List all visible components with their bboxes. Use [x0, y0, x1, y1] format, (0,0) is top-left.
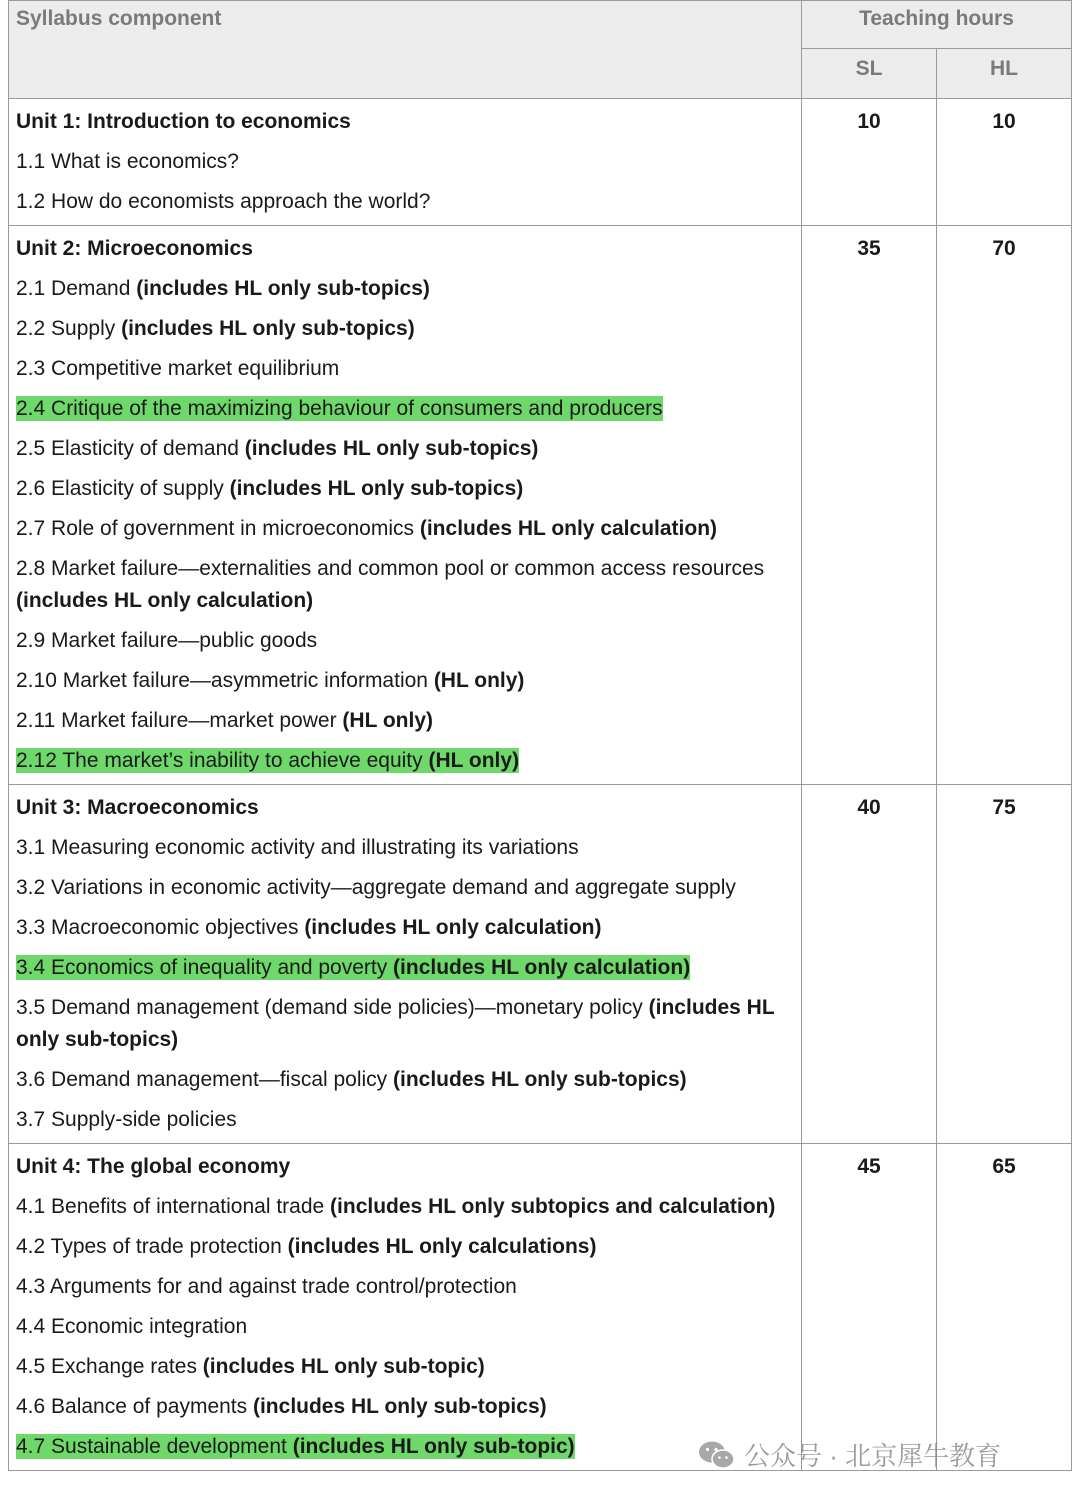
- topic-text: [16, 629, 317, 652]
- topic-text: [16, 996, 774, 1051]
- unit-sl-hours: 10: [802, 99, 937, 226]
- topic-text: [16, 1315, 247, 1338]
- topic-text: [16, 1235, 596, 1258]
- topic-hl-note: (includes HL only calculations): [287, 1235, 597, 1258]
- topic-label: 4.3 Arguments for and against trade control/protection: [16, 1275, 517, 1298]
- topic-label: 4.7 Sustainable development: [16, 1435, 293, 1458]
- topic-item: [16, 313, 795, 345]
- topic-item: [16, 1311, 795, 1343]
- topic-label: 2.8 Market failure—externalities and common pool or common access resources: [16, 557, 765, 580]
- topic-label: 2.2 Supply: [16, 317, 122, 340]
- topic-label: 2.12 The market’s inability to achieve equity: [16, 749, 429, 772]
- topic-label: 3.4 Economics of inequality and poverty: [16, 956, 394, 979]
- unit-sl-hours: 35: [802, 226, 937, 785]
- topic-text: [16, 190, 430, 213]
- topic-label: 4.1 Benefits of international trade: [16, 1195, 331, 1218]
- topic-text: [16, 1395, 547, 1418]
- topic-label: 4.4 Economic integration: [16, 1315, 248, 1338]
- topic-label: 2.7 Role of government in microeconomics: [16, 517, 420, 540]
- highlighted-topic: [16, 748, 519, 773]
- watermark: [698, 1436, 1001, 1473]
- topic-text: [16, 916, 601, 939]
- topic-item: [16, 146, 795, 178]
- topic-item: [16, 393, 795, 425]
- topic-text: [16, 317, 415, 340]
- topic-text: [16, 1355, 485, 1378]
- topic-label: 2.1 Demand: [16, 277, 137, 300]
- unit-sl-hours: 40: [802, 785, 937, 1144]
- topic-label: 2.3 Competitive market equilibrium: [16, 357, 340, 380]
- unit-title: Unit 1: Introduction to economics: [16, 110, 351, 133]
- topic-label: 1.2 How do economists approach the world?: [16, 190, 431, 213]
- topic-item: [16, 433, 795, 465]
- topic-text: [16, 1108, 237, 1131]
- syllabus-table: [8, 0, 1072, 1471]
- unit-row: [9, 99, 1072, 226]
- topic-item: [16, 992, 795, 1056]
- topic-item: [16, 1431, 795, 1463]
- topic-label: 2.5 Elasticity of demand: [16, 437, 245, 460]
- topic-label: 1.1 What is economics?: [16, 150, 239, 173]
- syllabus-component-header: Syllabus component: [9, 1, 802, 99]
- topic-label: 2.10 Market failure—asymmetric information: [16, 669, 434, 692]
- topic-label: 3.7 Supply-side policies: [16, 1108, 237, 1131]
- highlighted-topic: [16, 396, 663, 421]
- topic-hl-note: (HL only): [428, 749, 520, 772]
- unit-row: [9, 226, 1072, 785]
- topic-label: 4.6 Balance of payments: [16, 1395, 253, 1418]
- highlighted-topic: [16, 1434, 575, 1459]
- topic-hl-note: (includes HL only sub-topics): [136, 277, 430, 300]
- topic-hl-note: (includes HL only subtopics and calculation): [330, 1195, 776, 1218]
- sl-header: SL: [802, 49, 937, 99]
- topic-label: 3.3 Macroeconomic objectives: [16, 916, 305, 939]
- topic-item: [16, 473, 795, 505]
- unit-row: [9, 785, 1072, 1144]
- topic-item: [16, 513, 795, 545]
- topic-item: [16, 1231, 795, 1263]
- topic-label: 2.4 Critique of the maximizing behaviour of consumers and producers: [16, 397, 663, 420]
- topic-item: [16, 1104, 795, 1136]
- topic-hl-note: (includes HL only sub-topics): [121, 317, 415, 340]
- topic-item: [16, 1191, 795, 1223]
- unit-hl-hours: 65: [937, 1144, 1072, 1471]
- topic-item: [16, 1064, 795, 1096]
- topic-item: [16, 705, 795, 737]
- topic-hl-note: (includes HL only sub-topic): [292, 1435, 575, 1458]
- topic-item: [16, 1351, 795, 1383]
- watermark-text: 公众号 · 北京犀牛教育: [744, 1441, 1002, 1471]
- topic-item: [16, 273, 795, 305]
- topic-label: 4.5 Exchange rates: [16, 1355, 203, 1378]
- wechat-icon: [698, 1440, 736, 1470]
- topic-item: [16, 353, 795, 385]
- topic-label: 2.9 Market failure—public goods: [16, 629, 318, 652]
- unit-title: Unit 2: Microeconomics: [16, 237, 253, 260]
- topic-hl-note: (includes HL only sub-topics): [252, 1395, 547, 1418]
- topic-hl-note: (includes HL only sub-topics): [244, 437, 539, 460]
- topic-hl-note: (includes HL only sub-topics): [16, 996, 775, 1051]
- topic-text: [16, 517, 717, 540]
- unit-hl-hours: 10: [937, 99, 1072, 226]
- topic-text: [16, 1068, 687, 1091]
- topic-label: 3.2 Variations in economic activity—aggregate demand and aggregate supply: [16, 876, 736, 899]
- topic-hl-note: (includes HL only calculation): [419, 517, 718, 540]
- unit-component-cell: [9, 226, 802, 785]
- topic-item: [16, 745, 795, 777]
- topic-text: [16, 150, 239, 173]
- teaching-hours-header: Teaching hours: [802, 1, 1072, 49]
- topic-text: [16, 437, 538, 460]
- topic-text: [16, 277, 430, 300]
- topic-item: [16, 952, 795, 984]
- topic-text: [16, 357, 339, 380]
- topic-hl-note: (includes HL only sub-topics): [229, 477, 524, 500]
- hl-header: HL: [937, 49, 1072, 99]
- topic-text: [16, 876, 736, 899]
- topic-text: [16, 477, 523, 500]
- units-body: [9, 99, 1072, 1471]
- unit-title: Unit 4: The global economy: [16, 1155, 291, 1178]
- topic-item: [16, 1271, 795, 1303]
- topic-item: [16, 912, 795, 944]
- topic-hl-note: (HL only): [342, 709, 434, 732]
- topic-item: [16, 625, 795, 657]
- topic-text: [16, 557, 764, 612]
- topic-hl-note: (includes HL only calculation): [16, 589, 314, 612]
- topic-label: 2.11 Market failure—market power: [16, 709, 343, 732]
- topic-text: [16, 669, 524, 692]
- topic-item: [16, 186, 795, 218]
- topic-label: 3.5 Demand management (demand side policies)—monetary policy: [16, 996, 649, 1019]
- topic-text: [16, 709, 433, 732]
- unit-component-cell: [9, 1144, 802, 1471]
- topic-text: [16, 1195, 775, 1218]
- topic-item: [16, 665, 795, 697]
- topic-label: 3.1 Measuring economic activity and illustrating its variations: [16, 836, 579, 859]
- unit-component-cell: [9, 785, 802, 1144]
- topic-hl-note: (includes HL only calculation): [393, 956, 691, 979]
- unit-component-cell: [9, 99, 802, 226]
- topic-hl-note: (includes HL only sub-topic): [202, 1355, 485, 1378]
- topic-item: [16, 872, 795, 904]
- topic-hl-note: (includes HL only sub-topics): [393, 1068, 687, 1091]
- unit-title: Unit 3: Macroeconomics: [16, 796, 259, 819]
- topic-label: 2.6 Elasticity of supply: [16, 477, 230, 500]
- topic-text: [16, 1275, 517, 1298]
- unit-hl-hours: 70: [937, 226, 1072, 785]
- unit-sl-hours: 45: [802, 1144, 937, 1471]
- topic-item: [16, 832, 795, 864]
- topic-label: 4.2 Types of trade protection: [16, 1235, 288, 1258]
- unit-hl-hours: 75: [937, 785, 1072, 1144]
- topic-text: [16, 836, 579, 859]
- topic-item: [16, 553, 795, 617]
- highlighted-topic: [16, 955, 690, 980]
- topic-hl-note: (HL only): [433, 669, 525, 692]
- topic-item: [16, 1391, 795, 1423]
- unit-row: [9, 1144, 1072, 1471]
- topic-hl-note: (includes HL only calculation): [304, 916, 602, 939]
- topic-label: 3.6 Demand management—fiscal policy: [16, 1068, 394, 1091]
